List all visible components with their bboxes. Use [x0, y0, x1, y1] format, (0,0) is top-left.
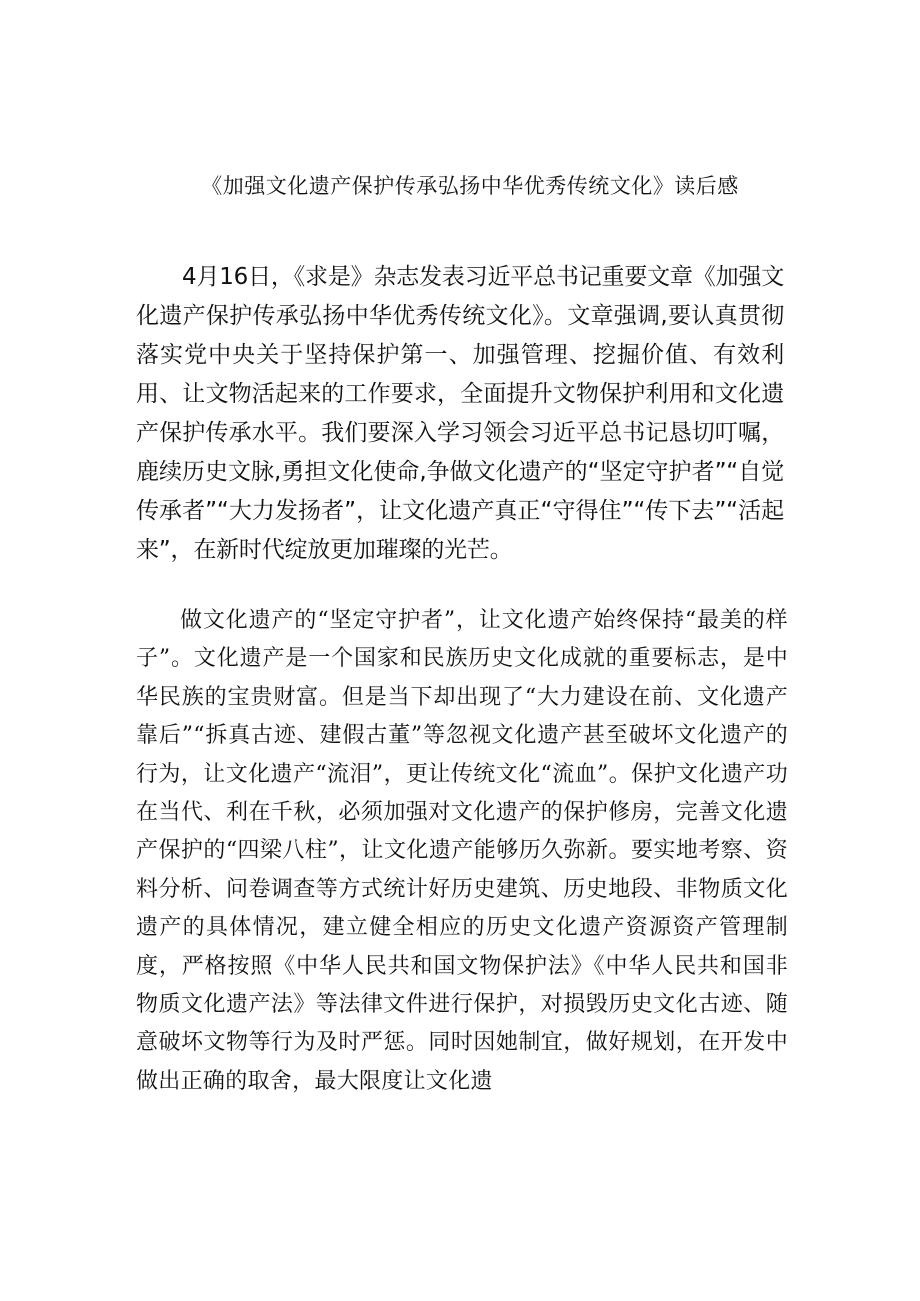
intro-paragraph: 4月16日，《求是》杂志发表习近平总书记重要文章《加强文化遗产保护传承弘扬中华优秀传统文化》。文章强调,要认真贯彻落实党中央关于坚持保护第一、加强管理、挖掘价值、有效利用、让文物活起来的工作要求，全面提升文物保护利用和文化遗产保护传承水平。我们要深入学习领会习近平总书记恳切叮嘱，鹿续历史文脉,勇担文化使命,争做文化遗产的“坚定守护者”“自觉传承者”“大力发扬者”，让文化遗产真正“守得住”“传下去”“活起来”，在新时代绽放更加璀璨的光芒。: [136, 264, 784, 563]
document-title: 《加强文化遗产保护传承弘扬中华优秀传统文化》读后感: [201, 174, 739, 198]
body-paragraph: 做文化遗产的“坚定守护者”，让文化遗产始终保持“最美的样子”。文化遗产是一个国家和民族历史文化成就的重要标志，是中华民族的宝贵财富。但是当下却出现了“大力建设在前、文化遗产靠后”“拆真古迹、建假古董”等忽视文化遗产甚至破坏文化遗产的行为，让文化遗产“流泪”，更让传统文化“流血”。保护文化遗产功在当代、利在千秋，必须加强对文化遗产的保护修房，完善文化遗产保护的“四梁八柱”，让文化遗产能够历久弥新。要实地考察、资料分析、问卷调查等方式统计好历史建筑、历史地段、非物质文化遗产的具体情况，建立健全相应的历史文化遗产资源资产管理制度，严格按照《中华人民共和国文物保护法》《中华人民共和国非物质文化遗产法》等法律文件进行保护，对损毁历史文化古迹、随意破坏文物等行为及时严惩。同时因她制宜，做好规划，在开发中做出正确的取舍，最大限度让文化遗: [136, 608, 788, 1094]
